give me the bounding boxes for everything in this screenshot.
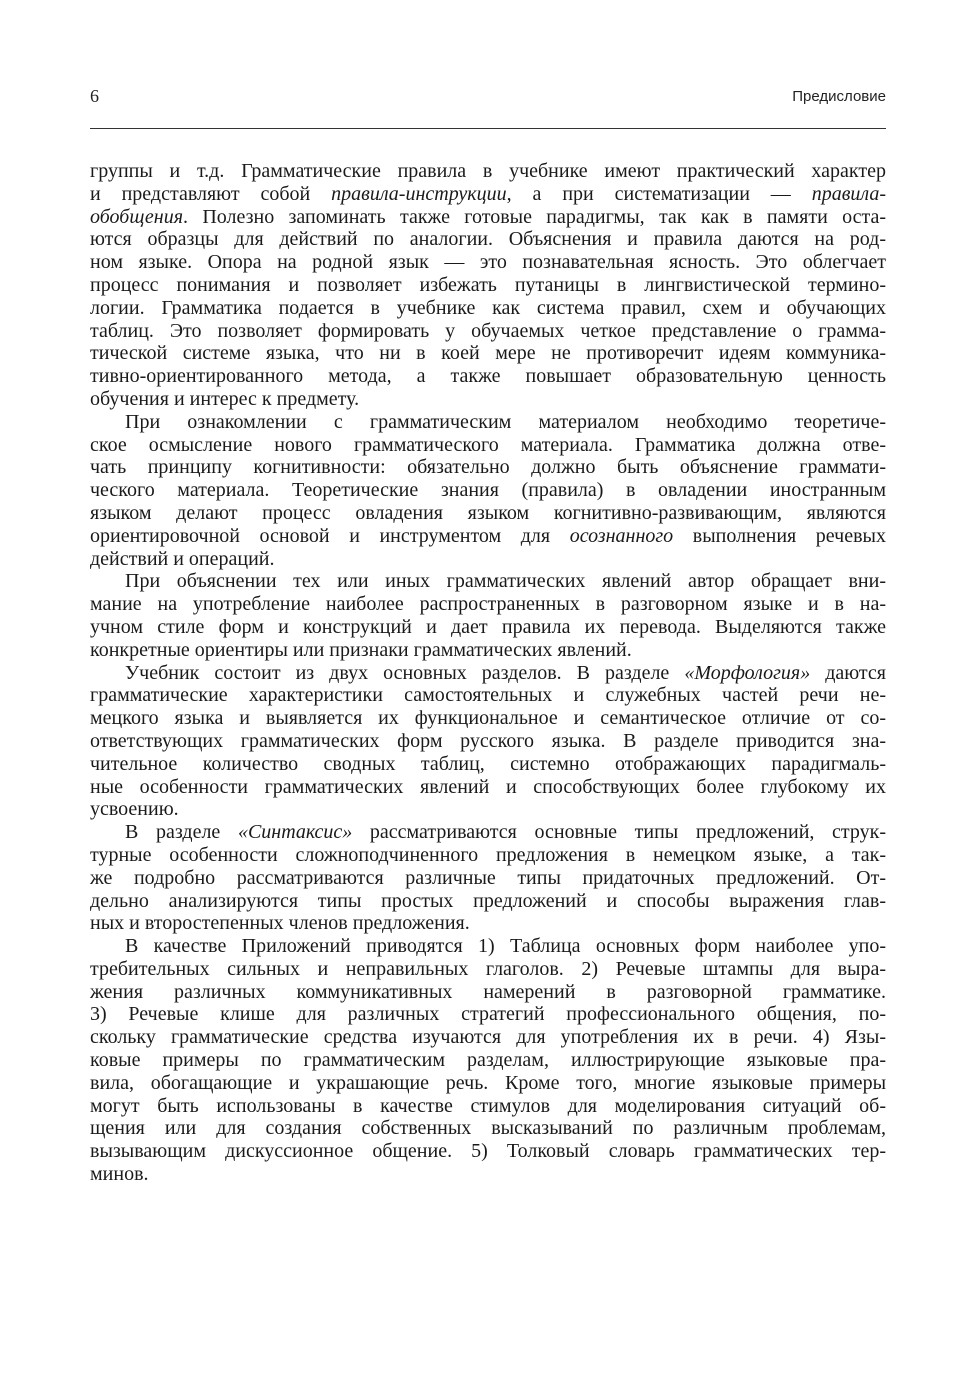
text-line: таблиц. Это позволяет формировать у обучаемых четкое представление о грамма- [90,319,886,342]
text-line: же подробно рассматриваются различные типы придаточных предложений. От- [90,866,886,889]
text-line: учном стиле форм и конструкций и дает правила их перевода. Выделяются также [90,615,886,638]
page-number: 6 [90,86,99,106]
text-line: минов. [90,1163,149,1186]
paragraph [90,160,886,411]
italic-term: «Морфология» [684,661,811,684]
text-line: чительное количество сводных таблиц, системно отображающих парадигмаль- [90,752,886,775]
text-line: В качестве Приложений приводятся 1) Таблица основных форм наиболее упо- [125,935,886,958]
paragraph [90,570,886,661]
text-line: Учебник состоит из двух основных разделов. В разделе «Морфология» даются [125,661,886,684]
text-line: 3) Речевые клише для различных стратегий профессионального общения, по- [90,1003,886,1026]
text-line: При объяснении тех или иных грамматических явлений автор обращает вни- [125,570,886,593]
text-line: языком делают процесс овладения языком когнитивно-развивающим, являются [90,501,886,524]
italic-term: осознанного [569,524,674,547]
text-line: жения различных коммуникативных намерений в разговорной грамматике. [90,980,886,1003]
text-line: ческого материала. Теоретические знания (правила) в овладении иностранным [90,479,886,502]
text-line: грамматические характеристики самостоятельных и служебных частей речи не- [90,684,886,707]
paragraph [90,935,886,1186]
text-line: тической системе языка, что ни в коей мере не противоречит идеям коммуника- [90,342,886,365]
text-line: ются образцы для действий по аналогии. Объяснения и правила даются на род- [90,228,886,251]
text-line: ные особенности грамматических явлений и способствующих более глубокому их [90,775,886,798]
text-line: дельно анализируются типы простых предложений и способы выражения глав- [90,889,886,912]
text-line: ответствующих грамматических форм русского языка. В разделе приводится зна- [90,729,886,752]
text-line: группы и т.д. Грамматические правила в учебнике имеют практический характер [90,160,886,182]
text-line: тивно-ориентированного метода, а также повышает образовательную ценность [90,365,886,388]
text-line: ориентировочной основой и инструментом для осознанного выполнения речевых [90,524,886,547]
text-line: ковые примеры по грамматическим разделам, иллюстрирующие языковые пра- [90,1049,886,1072]
italic-term: правила- [811,182,886,205]
text-line: При ознакомлении с грамматическим материалом необходимо теоретиче- [125,410,886,433]
text-line: ных и второстепенных членов предложения. [90,912,470,935]
text-line: щения или для создания собственных высказываний по различным проблемам, [90,1117,886,1140]
text-line: обучения и интерес к предмету. [90,387,360,410]
text-line: логии. Грамматика подается в учебнике как система правил, схем и обучающих [90,296,886,319]
paragraph [90,411,886,571]
italic-term: обобщения [90,205,184,228]
text-line: скольку грамматические средства изучаются для употребления их в речи. 4) Язы- [90,1026,886,1049]
text-line: ном языке. Опора на родной язык — это познавательная ясность. Это облегчает [90,251,886,274]
paragraph [90,821,886,935]
text-line: требительных сильных и неправильных глаголов. 2) Речевые штампы для выра- [90,957,886,980]
page-header [90,86,886,112]
paragraph [90,662,886,822]
text-line: мецкого языка и выявляется их функциональное и семантическое отличие от со- [90,707,886,730]
text-line: вызывающим дискуссионное общение. 5) Толковый словарь грамматических тер- [90,1140,886,1163]
text-line: вила, обогащающие и украшающие речь. Кроме того, многие языковые примеры [90,1071,886,1094]
text-line: усвоению. [90,798,179,821]
text-line: процесс понимания и позволяет избежать путаницы в лингвистической термино- [90,273,886,296]
text-line: обобщения. Полезно запоминать также готовые парадигмы, так как в памяти оста- [90,205,886,228]
header-rule [90,128,886,129]
text-line: мание на употребление наиболее распространенных в разговорном языке и в на- [90,593,886,616]
text-line: ское осмысление нового грамматического материала. Грамматика должна отве- [90,433,886,456]
text-line: турные особенности сложноподчиненного предложения в немецком языке, а так- [90,843,886,866]
running-title: Предисловие [792,88,886,105]
text-line: и представляют собой правила-инструкции, а при систематизации — правила- [90,182,886,205]
text-line: В разделе «Синтаксис» рассматриваются основные типы предложений, струк- [125,821,886,844]
text-line: конкретные ориентиры или признаки грамматических явлений. [90,638,632,661]
italic-term: правила-инструкции [331,182,507,205]
text-line: могут быть использованы в качестве стимулов для моделирования ситуаций об- [90,1094,886,1117]
body-text [90,160,886,1186]
text-line: действий и операций. [90,547,275,570]
text-line: чать принципу когнитивности: обязательно должно быть объяснение граммати- [90,456,886,479]
italic-term: «Синтаксис» [237,821,353,844]
